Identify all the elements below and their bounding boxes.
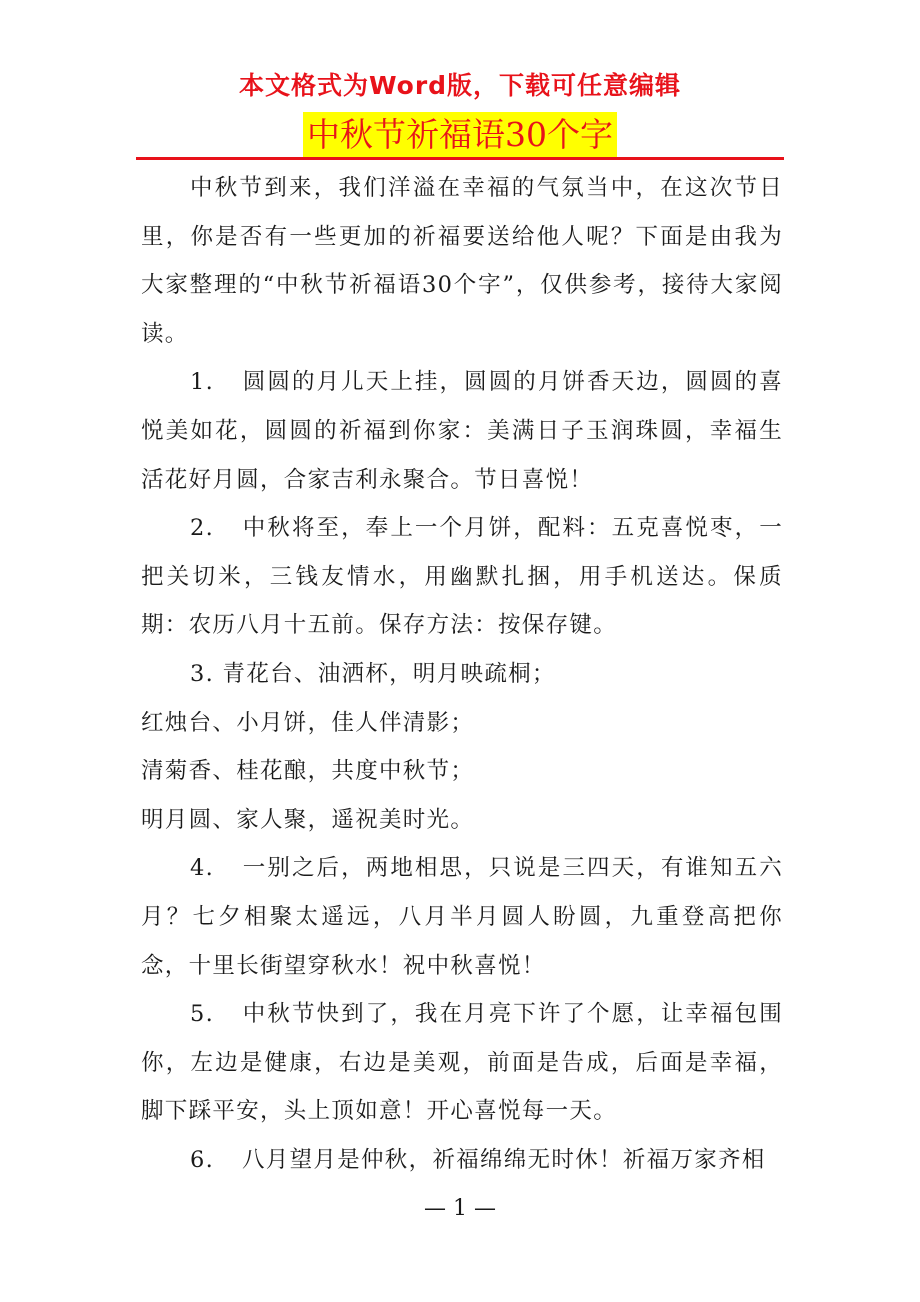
poem-line xyxy=(141,650,783,699)
item-text: 八月望月是仲秋，祈福绵绵无时休！祈福万家齐相 xyxy=(242,1146,766,1173)
intro-paragraph: 中秋节到来，我们洋溢在幸福的气氛当中，在这次节日里，你是否有一些更加的祈福要送给他人呢？下面是由我为大家整理的“中秋节祈福语30个字”，仅供参考，接待大家阅读。 xyxy=(141,175,783,347)
poem-line: 明月圆、家人聚，遥祝美时光。 xyxy=(141,806,475,833)
list-item xyxy=(141,990,783,1136)
page-number: — 1 — xyxy=(424,1196,496,1221)
title-divider xyxy=(136,157,784,160)
item-number: 1. xyxy=(190,369,215,396)
list-item xyxy=(141,1136,783,1185)
item-text: 圆圆的月儿天上挂，圆圆的月饼香天边，圆圆的喜悦美如花，圆圆的祈福到你家：美满日子玉润珠圆，幸福生活花好月圆，合家吉利永聚合。节日喜悦！ xyxy=(141,369,783,493)
list-item xyxy=(141,504,783,650)
item-number: 3. xyxy=(190,660,215,687)
item-text: 中秋将至，奉上一个月饼，配料：五克喜悦枣，一把关切米，三钱友情水，用幽默扎捆，用手机送达。保质期：农历八月十五前。保存方法：按保存键。 xyxy=(141,515,783,639)
poem-line: 红烛台、小月饼，佳人伴清影； xyxy=(141,709,475,736)
format-notice: 本文格式为Word版，下载可任意编辑 xyxy=(238,71,682,100)
item-number: 4. xyxy=(190,855,215,882)
title-container xyxy=(0,112,920,158)
document-body xyxy=(141,164,783,1184)
item-text: 中秋节快到了，我在月亮下许了个愿，让幸福包围你，左边是健康，右边是美观，前面是告成，后面是幸福，脚下踩平安，头上顶如意！开心喜悦每一天。 xyxy=(141,1001,783,1125)
item-number: 2. xyxy=(190,515,215,542)
item-text: 一别之后，两地相思，只说是三四天，有谁知五六月？七夕相聚太遥远，八月半月圆人盼圆，九重登高把你念，十里长街望穿秋水！祝中秋喜悦！ xyxy=(141,855,783,979)
list-item xyxy=(141,358,783,504)
page-title: 中秋节祈福语30个字 xyxy=(303,112,617,158)
list-item xyxy=(141,844,783,990)
poem-line-text: 青花台、油洒杯，明月映疏桐； xyxy=(222,660,556,687)
poem-line: 清菊香、桂花酿，共度中秋节； xyxy=(141,758,475,785)
item-number: 5. xyxy=(190,1001,215,1028)
item-number: 6. xyxy=(190,1146,215,1173)
